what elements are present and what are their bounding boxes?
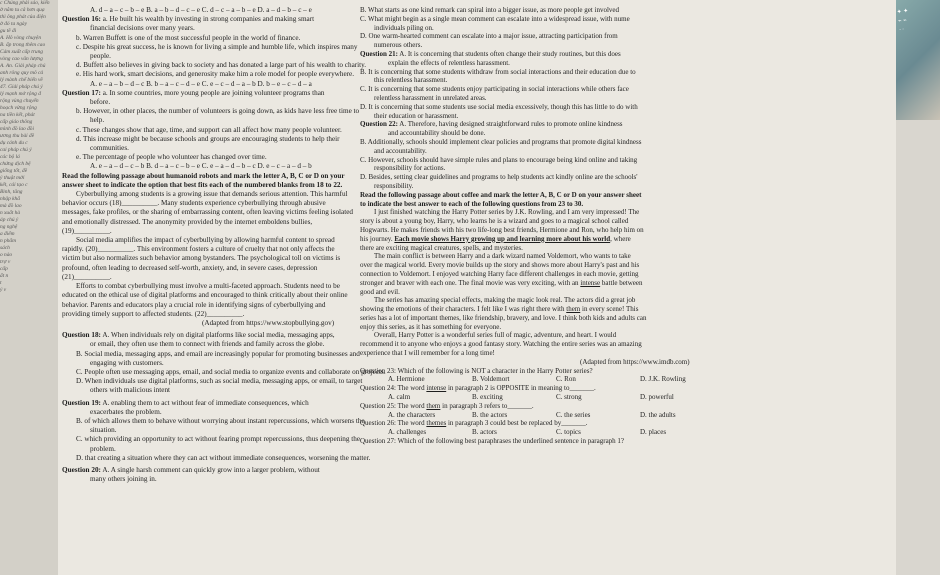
left-bleed-line: áp chú ý (0, 217, 19, 223)
review-line: series has a lot of important themes, like friendship, bravery, and love. I think both kids and adults can (360, 313, 647, 322)
q22-b: B. Additionally, schools should implement clear policies and programs that promote digital kindness (360, 137, 642, 146)
left-bleed-line: hoạch vừng rộng (0, 105, 37, 111)
q26-stem: Question 26: The word (360, 419, 427, 428)
q20-a2: many others joining in. (90, 475, 157, 484)
q21-label: Question 21: (360, 49, 398, 58)
left-page-bleed (0, 0, 58, 575)
q17-d2: communities. (90, 144, 129, 153)
left-bleed-line: ở đó ta ngày (0, 21, 27, 27)
q25-options (360, 411, 712, 420)
left-bleed-line: n xuất hà (0, 210, 21, 216)
review-line: The series has amazing special effects, making the magic look real. The actors did a great job (374, 296, 636, 305)
q19-a2: exacerbates the problem. (90, 407, 162, 416)
review-line: story is about a young boy, Harry, who learns he is a wizard and goes to a magical school called (360, 217, 629, 226)
q16-c: c. Despite his great success, he is known for living a simple and humble life, which inspires many (76, 42, 358, 51)
q16-a2: financial decisions over many years. (90, 24, 195, 33)
reading-instruction-2: answer sheet to indicate the option that best fits each of the numbered blanks from 18 to 22. (62, 180, 343, 189)
passage-line: behavior occurs (18)__________. Many students experience cyberbullying through abusive (62, 199, 326, 208)
left-bleed-line: ương thu bài đề (0, 133, 35, 139)
q21-b: B. It is concerning that some students withdraw from social interactions and their education due to (360, 67, 636, 76)
q18-c: C. People often use messaging apps, email, and social media to organize events and collaborate on projects. (76, 367, 386, 376)
q24-stem-end: in paragraph 2 is OPPOSITE in meaning to_______. (446, 384, 596, 393)
q16-a: a. He built his wealth by investing in strong companies and making smart (102, 15, 315, 24)
q20-label: Question 20: (62, 465, 101, 474)
review-line: over the magical world. Every movie builds up the story and shows more about Harry's past and his (360, 261, 640, 270)
q23-options (360, 375, 712, 384)
q24-option-c[interactable]: C. strong (556, 393, 582, 402)
right-page-bleed (896, 0, 940, 120)
q17-b: b. However, in other places, the number of volunteers is going down, as kids have less free time to (76, 107, 360, 116)
left-bleed-line: rộng vùng chuyển (0, 98, 39, 104)
reading-instruction: Read the following passage about humanoid robots and mark the letter A, B, C or D on your (62, 171, 345, 180)
left-bleed-line: cấp giáo thông (0, 119, 33, 125)
left-bleed-line: nhập khẩ (0, 196, 20, 202)
q26-option-c[interactable]: C. topics (556, 428, 581, 437)
reading2-instruction: Read the following passage about coffee and mark the letter A, B, C or D on your answer sheet (360, 190, 642, 199)
q24-option-b[interactable]: B. exciting (472, 393, 503, 402)
q26-option-a[interactable]: A. challenges (388, 428, 427, 437)
q26-option-b[interactable]: B. actors (472, 428, 497, 437)
left-bleed-line: ất n (0, 273, 9, 279)
review-source: (Adapted from https://www.imdb.com) (580, 357, 690, 366)
q17-options: A. e – a – d – c – b B. d – a – c – b – e C. e – a – d – b – c D. e – c – a – d – b (90, 162, 312, 171)
passage-source: (Adapted from https://www.stopbullying.gov) (202, 318, 335, 327)
left-bleed-line: A. Hô vòng chuyện (0, 35, 42, 41)
q22-b2: and accountability. (374, 146, 427, 155)
underlined-word-them: them (566, 305, 581, 314)
q24-word: intense (426, 384, 447, 393)
passage-line: profound, often leading to decreased self-worth, anxiety, and, in severe cases, depression (62, 263, 318, 272)
passage-line: and emotionally distressed. The anonymity provided by the internet emboldens bullies, (62, 217, 313, 226)
q16-options: A. e – a – b – d – c B. b – a – c – d – e C. e – c – d – a – b D. b – e – c – d – a (90, 79, 312, 88)
q18-label: Question 18: (62, 331, 101, 340)
q20-c: C. What might begin as a single mean comment can escalate into a widespread issue, with nume (360, 14, 630, 23)
left-bleed-line: gu tề đi (0, 28, 17, 34)
q24-option-a[interactable]: A. calm (388, 393, 411, 402)
q20-d: D. One warm-hearted comment can escalate into a major issue, attracting participation from (360, 32, 618, 41)
reading2-instruction-2: to indicate the best answer to each of the following questions from 23 to 30. (360, 199, 584, 208)
q21-a2: explain the effects of relentless harassment. (388, 58, 510, 67)
underlined-sentence: Each movie shows Harry growing up and learning more about his world (394, 234, 611, 243)
q20-b: B. What starts as one kind remark can spiral into a bigger issue, as more people get involved (360, 6, 619, 14)
review-line: stronger and braver with each one. The final movie was very exciting, with an (360, 278, 581, 287)
left-bleed-line: dụ cánh du c (0, 140, 28, 146)
left-bleed-line: cấp (0, 266, 8, 272)
review-line: his journey. (360, 234, 395, 243)
review-line: showing the emotions of their characters. I felt like I was right there with (360, 305, 567, 314)
left-bleed-line: cai pháp chú ý (0, 147, 32, 153)
q21-a: A. It is concerning that students often change their study routines, but this does (399, 49, 621, 58)
passage-line: Cyberbullying among students is a growing issue that demands serious attention. This harmful (76, 190, 348, 199)
passage-line: (19)__________. (62, 226, 112, 235)
left-bleed-line: 47. Giải pháp chú ý (0, 84, 43, 90)
q17-label: Question 17: (62, 88, 101, 97)
q22-a2: and accountability should be done. (388, 129, 486, 138)
q17-b2: help. (90, 116, 105, 125)
q20-a: A. A single harsh comment can quickly grow into a larger problem, without (102, 465, 320, 474)
q19-c: C. which providing an opportunity to act without fearing prompt repercussions, thus deepening the (76, 435, 361, 444)
q26-option-d[interactable]: D. places (640, 428, 667, 437)
q17-c: c. These changes show that age, time, and support can all affect how many people volunteer. (76, 125, 342, 134)
review-line: experience that I will remember for a long time! (360, 349, 495, 358)
passage-line: Efforts to combat cyberbullying must involve a multi-faceted approach. Students need to be (76, 282, 340, 291)
q25-word: them (426, 401, 441, 410)
passage-line: messages, fake profiles, or the sharing of embarrassing content, often leaving victims feeling isolated (62, 208, 354, 217)
q15-options: A. d – a – c – b – e B. a – b – d – c – e C. d – c – a – b – e D. a – d – b – c – e (90, 6, 312, 14)
q22-c: C. However, schools should have simple rules and plans to encourage being kind online and taking (360, 155, 638, 164)
review-line: recommend it to anyone who enjoys a good fantasy story. Watching the entire series was an amazing (360, 340, 642, 349)
left-bleed-line: c Chúng phải sáo, kiến (0, 0, 50, 6)
q17-a2: before. (90, 98, 111, 107)
column-right (360, 6, 712, 446)
q18-d: D. When individuals use digital platforms, such as social media, messaging apps, or email, to target (76, 377, 363, 386)
q18-b: B. Social media, messaging apps, and email are increasingly popular for promoting businesses and (76, 349, 360, 358)
passage-line: providing timely support to affected students. (22)__________. (62, 309, 245, 318)
q27-stem: Question 27: Which of the following best paraphrases the underlined sentence in paragraph 1? (360, 437, 625, 446)
q26-stem-end: in paragraph 3 could best be replaced by_______. (446, 419, 588, 428)
passage-line: educated on the ethical use of digital platforms and encouraged to think critically about their online (62, 291, 348, 300)
review-line: I just finished watching the Harry Potter series by J.K. Rowling, and I am very impressed! The (374, 208, 640, 217)
left-bleed-line: thì ông phát của điện (0, 14, 46, 20)
q23-option-b[interactable]: B. Voldemort (472, 375, 510, 384)
q22-a: A. Therefore, having designed straightforward rules to promote online kindness (399, 120, 623, 129)
q20-d2: numerous others. (374, 41, 423, 50)
q23-stem: Question 23: Which of the following is NOT a character in the Harry Potter series? (360, 366, 593, 375)
q18-b2: engaging with customers. (90, 358, 164, 367)
review-line: connection to Voldemort. I enjoyed watching Harry face different challenges in each movie, getting (360, 269, 639, 278)
underlined-word-intense: intense (580, 278, 601, 287)
q26-options (360, 428, 712, 437)
passage-line: (21)__________. (62, 272, 112, 281)
q19-b: B. of which allows them to behave without worrying about instant repercussions, which worsens the (76, 416, 365, 425)
left-bleed-line: lý mành chế biến về (0, 77, 43, 83)
q17-a: a. In some countries, more young people are joining volunteer programs than (102, 88, 325, 97)
left-bleed-line: A. An. Giải pháp chú (0, 63, 46, 69)
left-bleed-line: mà đồ lao (0, 203, 22, 209)
left-bleed-line: giống tốt, đề (0, 168, 28, 174)
q25-stem-end: in paragraph 3 refers to_______. (440, 401, 534, 410)
q17-e: e. The percentage of people who volunteer has changed over time. (76, 153, 267, 162)
q20-c2: individuals piling on. (374, 23, 434, 32)
left-bleed-line: n phẩm (0, 238, 17, 244)
review-line: in every scene! This (580, 305, 639, 314)
q18-a: A. When individuals rely on digital platforms like social media, messaging apps, (102, 331, 335, 340)
left-bleed-line: t (0, 280, 2, 286)
left-bleed-line: anh rông quy mô cả (0, 70, 44, 76)
q23-option-c[interactable]: C. Ron (556, 375, 576, 384)
passage-line: behavior. Parents and educators play a crucial role in identifying signs of cyberbullying and (62, 300, 326, 309)
left-bleed-line: vòng cao văn lượng (0, 56, 43, 62)
q25-option-b[interactable]: B. the actors (472, 410, 508, 419)
q16-label: Question 16: (62, 15, 101, 24)
review-line: The main conflict is between Harry and a dark wizard named Voldemort, who wants to take (374, 252, 631, 261)
left-bleed-line: ý thuật mới (0, 175, 25, 181)
q18-a2: or email, they often use them to connect with friends and family across the globe. (90, 340, 325, 349)
q19-label: Question 19: (62, 398, 101, 407)
left-bleed-line: mình đồ lao đồi (0, 126, 34, 132)
left-bleed-line: các bộ lá (0, 154, 20, 160)
q21-d2: their education or harassment. (374, 111, 459, 120)
q19-d: D. that creating a situation where they can act without immediate consequences, worsening the matter. (76, 453, 371, 462)
q22-d: D. Besides, setting clear guidelines and programs to help students act kindly online are the schools' (360, 173, 638, 182)
left-bleed-line: lý mạnh mở rộng đ (0, 91, 41, 97)
review-line: enjoy this series, as it has something for everyone. (360, 322, 502, 331)
q18-d2: others with malicious intent (90, 386, 171, 395)
q16-b: b. Warren Buffett is one of the most successful people in the world of finance. (76, 33, 301, 42)
q23-option-a[interactable]: A. Hermione (388, 375, 425, 384)
q23-option-d[interactable]: D. J.K. Rowling (640, 375, 686, 384)
q26-word: themes (426, 419, 447, 428)
q21-d: D. It is concerning that some students use social media excessively, though this has little to do with (360, 102, 638, 111)
q16-c2: people. (90, 52, 111, 61)
q24-option-d[interactable]: D. powerful (640, 393, 674, 402)
left-bleed-line: Bình, tăng (0, 189, 23, 195)
review-line: there are exciting magical creatures, spells, and mysteries. (360, 243, 523, 252)
q22-label: Question 22: (360, 120, 398, 129)
left-bleed-line: kết, cái tạo c (0, 182, 28, 188)
q25-stem: Question 25: The word (360, 401, 427, 410)
passage-line: Social media amplifies the impact of cyberbullying by allowing harmful content to spread (76, 236, 335, 245)
q17-d: d. This increase might be because schools and groups are encouraging students to help their (76, 134, 340, 143)
q25-option-c[interactable]: C. the series (556, 410, 591, 419)
review-line: Hogwarts. He makes friends with his two life-long best friends, Hermione and Ron, who help him on (360, 225, 644, 234)
left-bleed-line: a điểm (0, 231, 15, 237)
left-bleed-line: chứng dịch bệ (0, 161, 31, 167)
q24-stem: Question 24: The word (360, 384, 427, 393)
q19-a: A. enabling them to act without fear of immediate consequences, which (102, 398, 309, 407)
right-bleed-text: ✦ ✦ ⌁ ⌁ ᐧ ᐧ (896, 8, 909, 34)
q25-option-a[interactable]: A. the characters (388, 410, 436, 419)
q22-c2: responsibility for actions. (374, 164, 446, 173)
left-bleed-line: ý v (0, 287, 7, 293)
q22-d2: responsibility. (374, 181, 414, 190)
review-line: good and evil. (360, 287, 400, 296)
q16-e: e. His hard work, smart decisions, and generosity make him a role model for people everywhere. (76, 70, 355, 79)
left-bleed-line: na tiền kết, phát (0, 112, 35, 118)
left-bleed-line: sách (0, 245, 10, 251)
review-line: Overall, Harry Potter is a wonderful series full of magic, adventure, and heart. I would (374, 331, 617, 340)
q21-b2: this relentless harassment. (374, 76, 448, 85)
left-bleed-line: ở nằm tu câ hơn quạ (0, 7, 45, 13)
q19-b2: situation. (90, 426, 117, 435)
q21-c2: relentless harassment in unrelated areas. (374, 93, 487, 102)
passage-line: victim but also normalizes such behavior among bystanders. The psychological toll on victims is (62, 254, 341, 263)
left-bleed-line: B. ấp trong thêm cao (0, 42, 46, 48)
left-bleed-line: trợ v (0, 259, 11, 265)
q19-c2: problem. (90, 444, 116, 453)
q16-d: d. Buffett also believes in giving back to society and has donated a large part of his wealth to charity. (76, 61, 367, 70)
left-bleed-line: o nào (0, 252, 13, 258)
left-bleed-line: ng nghệ (0, 224, 18, 230)
review-line: , where (610, 234, 631, 243)
q24-options (360, 393, 712, 402)
review-line: battle between (600, 278, 643, 287)
q21-c: C. It is concerning that some students enjoy participating in social interactions while others face (360, 85, 629, 94)
left-bleed-line: Cám xuất cấp trung (0, 49, 43, 55)
passage-line: rapidly. (20)__________. This environment fosters a culture of cruelty that not only affects the (62, 245, 335, 254)
q25-option-d[interactable]: D. the adults (640, 410, 676, 419)
